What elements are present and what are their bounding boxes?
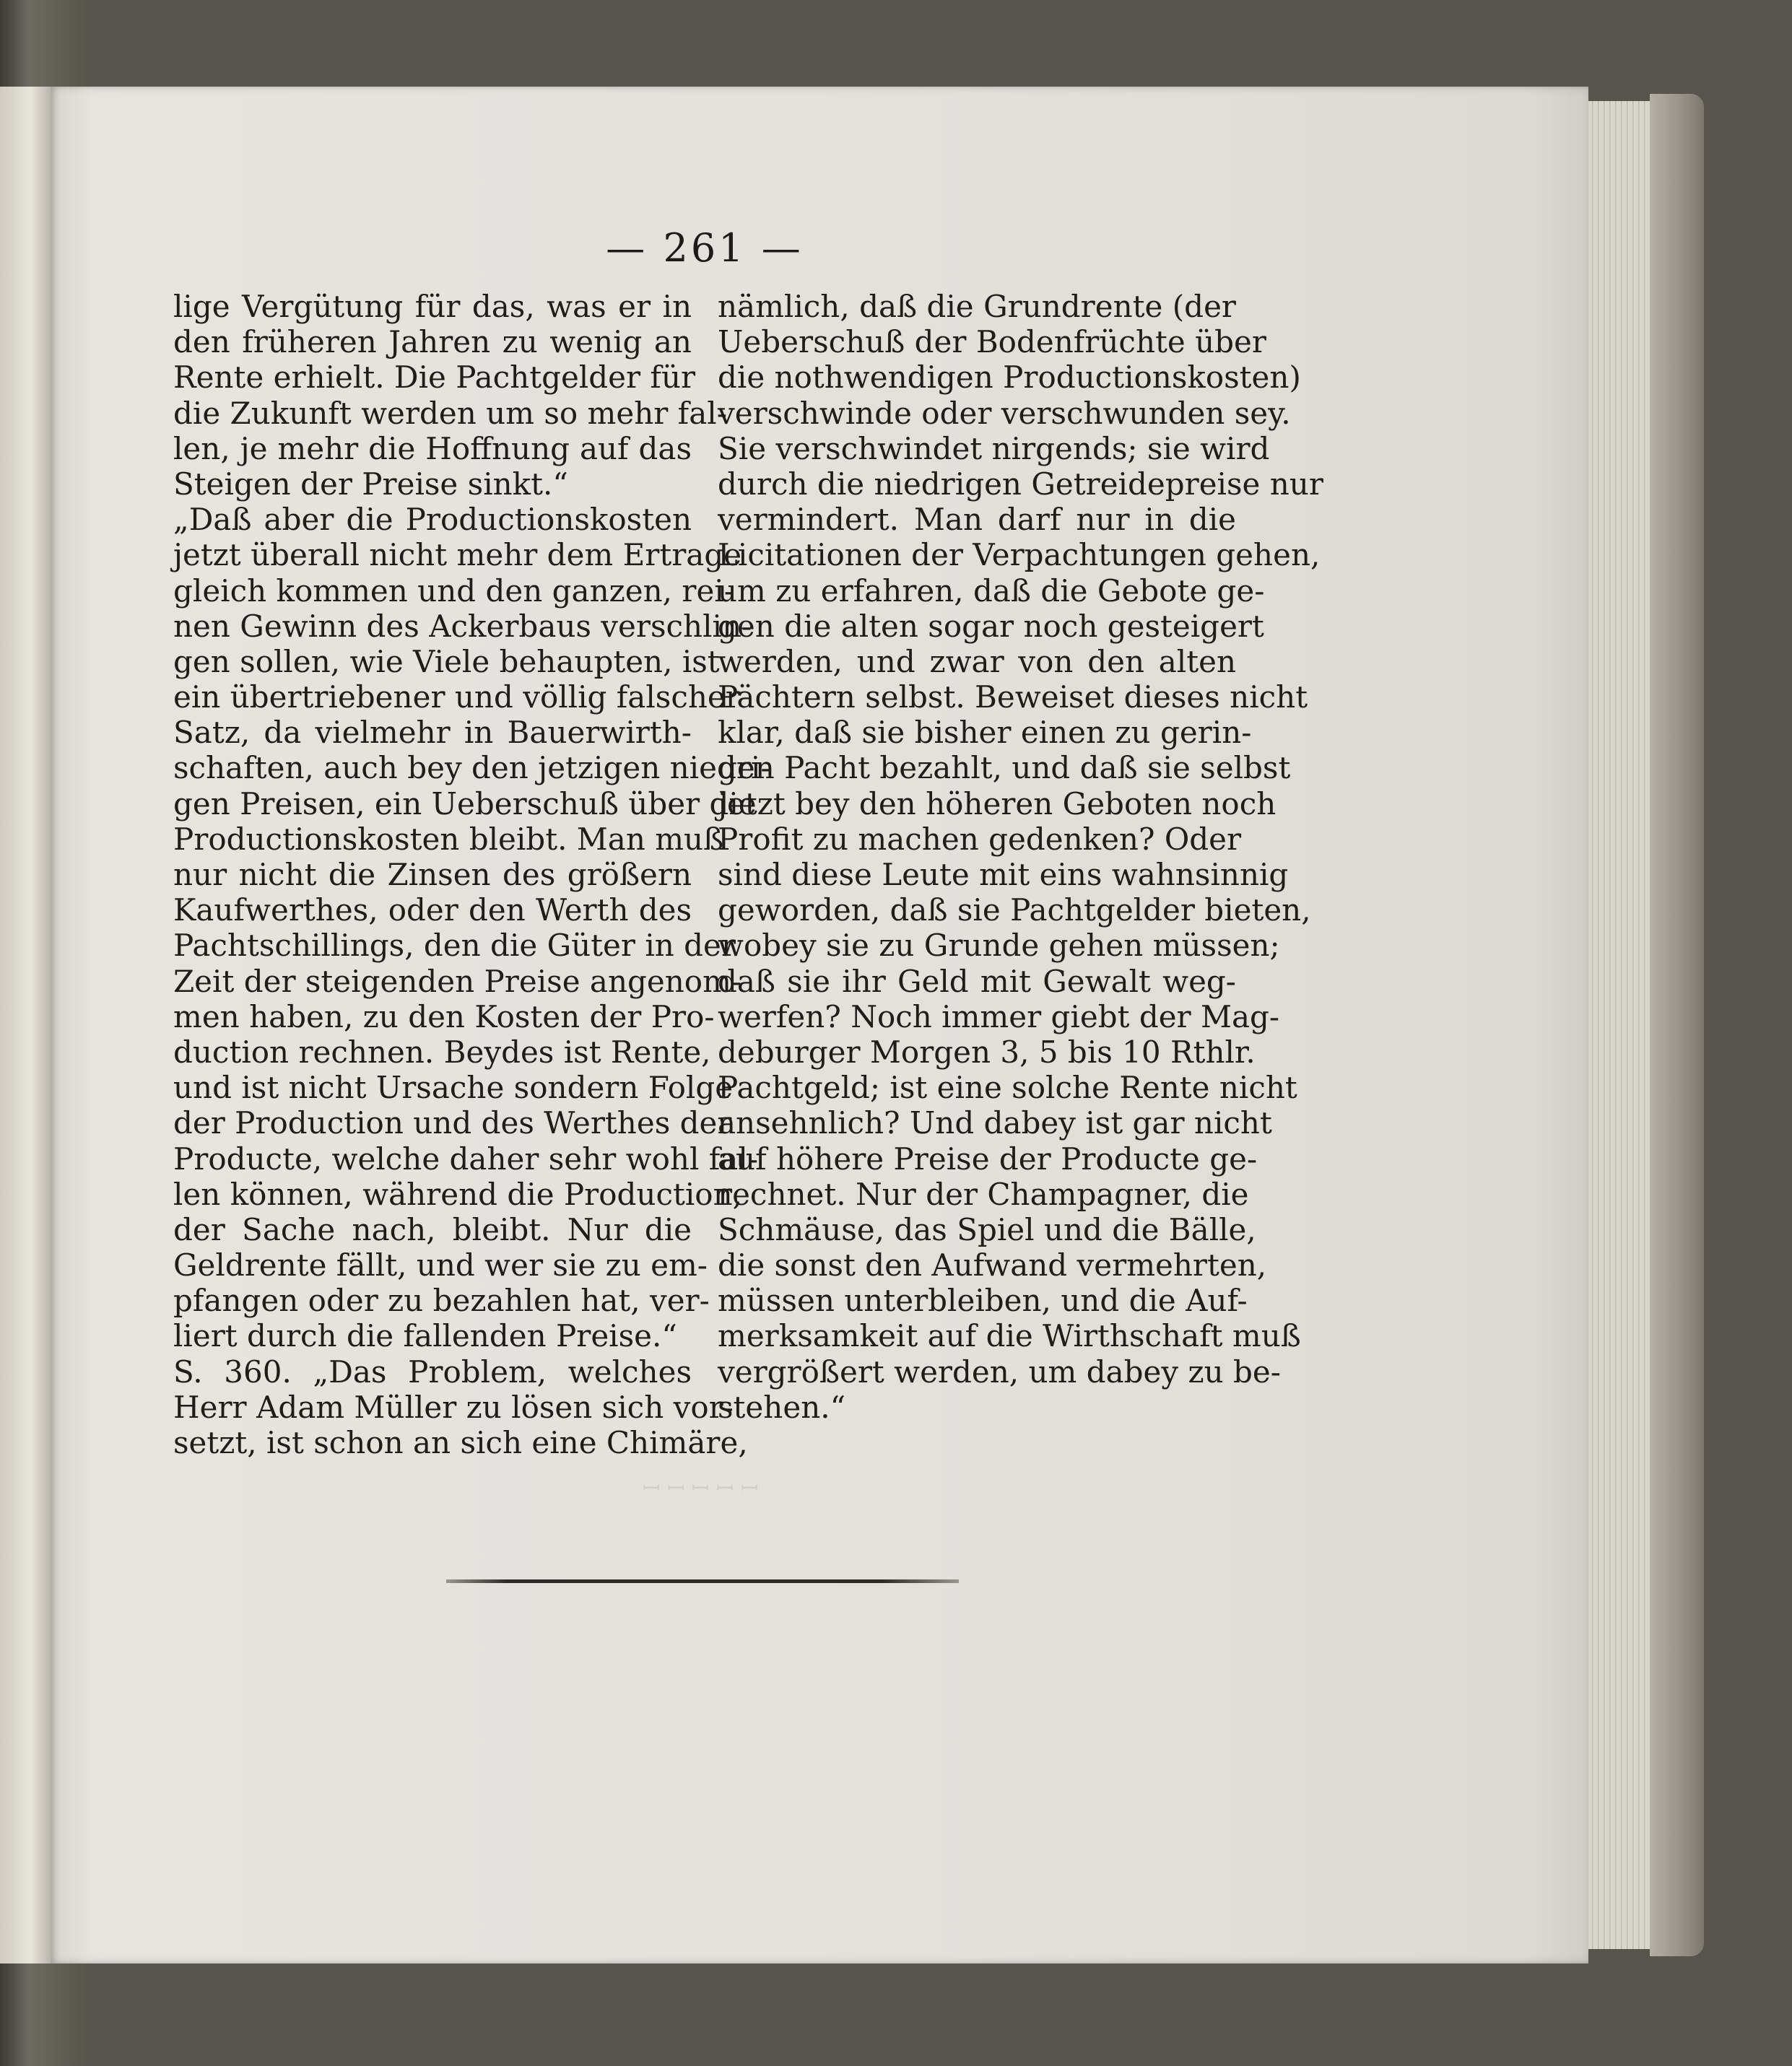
text-line: jetzt überall nicht mehr dem Ertrage <box>173 537 742 573</box>
bleed-through-text: ꟷ ꟷ ꟷ ꟷ ꟷ <box>643 1476 759 1501</box>
text-line: Schmäuse, das Spiel und die Bälle, <box>718 1211 1256 1247</box>
text-line: verschwinde oder verschwunden sey. <box>718 395 1291 431</box>
text-line: wobey sie zu Grunde gehen müssen; <box>718 928 1280 964</box>
text-line: deburger Morgen 3, 5 bis 10 Rthlr. <box>718 1034 1256 1070</box>
text-line: Herr Adam Müller zu lösen sich vor- <box>173 1389 734 1425</box>
text-line: Satz, da vielmehr in Bauerwirth- <box>173 715 692 751</box>
text-line: Sie verschwindet nirgends; sie wird <box>718 430 1270 466</box>
text-line: Kaufwerthes, oder den Werth des <box>173 892 692 928</box>
text-line: die nothwendigen Productionskosten) <box>718 359 1301 396</box>
text-line: jetzt bey den höheren Geboten noch <box>718 785 1276 821</box>
text-line: ein übertriebener und völlig falscher <box>173 679 740 715</box>
text-line: Steigen der Preise sinkt.“ <box>173 466 568 502</box>
text-line: Pächtern selbst. Beweiset dieses nicht <box>718 679 1308 715</box>
text-line: sind diese Leute mit eins wahnsinnig <box>718 857 1289 892</box>
text-line: Productionskosten bleibt. Man muß <box>173 821 724 857</box>
text-line: Ueberschuß der Bodenfrüchte über <box>718 324 1266 360</box>
text-line: gen Preisen, ein Ueberschuß über die <box>173 785 757 821</box>
text-line: Geldrente fällt, und wer sie zu em- <box>173 1247 708 1283</box>
text-line: Profit zu machen gedenken? Oder <box>718 821 1242 857</box>
text-line: vergrößert werden, um dabey zu be- <box>718 1354 1281 1390</box>
text-line: stehen.“ <box>718 1389 846 1425</box>
text-line: gen sollen, wie Viele behaupten, ist <box>173 643 720 679</box>
text-line: Pachtschillings, den die Güter in der <box>173 928 736 964</box>
text-line: daß sie ihr Geld mit Gewalt weg- <box>718 963 1236 999</box>
text-line: rechnet. Nur der Champagner, die <box>718 1176 1249 1212</box>
text-line: S. 360. „Das Problem, welches <box>173 1354 692 1390</box>
text-line: schaften, auch bey den jetzigen niedri- <box>173 750 771 786</box>
text-line: lige Vergütung für das, was er in <box>173 289 692 324</box>
text-line: gen die alten sogar noch gesteigert <box>718 608 1264 644</box>
text-line: nur nicht die Zinsen des größern <box>173 857 692 892</box>
text-line: die sonst den Aufwand vermehrten, <box>718 1247 1267 1283</box>
text-line: der Sache nach, bleibt. Nur die <box>173 1211 692 1247</box>
text-line: gleich kommen und den ganzen, rei- <box>173 572 734 609</box>
text-line: Licitationen der Verpachtungen gehen, <box>718 537 1321 573</box>
text-line: die Zukunft werden um so mehr fal- <box>173 395 727 431</box>
text-line: men haben, zu den Kosten der Pro- <box>173 998 715 1034</box>
text-line: Rente erhielt. Die Pachtgelder für <box>173 359 696 396</box>
text-line: den früheren Jahren zu wenig an <box>173 324 692 360</box>
text-line: werden, und zwar von den alten <box>718 643 1236 679</box>
text-line: und ist nicht Ursache sondern Folge <box>173 1070 734 1106</box>
text-line: nämlich, daß die Grundrente (der <box>718 289 1236 324</box>
facing-page-edge <box>0 87 51 1963</box>
left-text-column <box>173 289 771 1460</box>
text-line: Producte, welche daher sehr wohl fal- <box>173 1141 758 1177</box>
text-line: auf höhere Preise der Producte ge- <box>718 1141 1258 1177</box>
text-line: len, je mehr die Hoffnung auf das <box>173 430 692 466</box>
text-line: gen Pacht bezahlt, und daß sie selbst <box>718 750 1291 786</box>
text-line: liert durch die fallenden Preise.“ <box>173 1318 677 1354</box>
text-line: durch die niedrigen Getreidepreise nur <box>718 466 1323 502</box>
text-line: vermindert. Man darf nur in die <box>718 502 1236 538</box>
bottom-rule <box>446 1579 959 1583</box>
text-line: duction rechnen. Beydes ist Rente, <box>173 1034 711 1070</box>
text-line: Zeit der steigenden Preise angenom- <box>173 963 742 999</box>
text-line: ansehnlich? Und dabey ist gar nicht <box>718 1105 1272 1141</box>
text-line: geworden, daß sie Pachtgelder bieten, <box>718 892 1311 928</box>
text-line: müssen unterbleiben, und die Auf- <box>718 1283 1248 1319</box>
text-line: werfen? Noch immer giebt der Mag- <box>718 998 1280 1034</box>
text-line: der Production und des Werthes der <box>173 1105 732 1141</box>
text-line: Pachtgeld; ist eine solche Rente nicht <box>718 1070 1297 1106</box>
page-stack-edge <box>1650 94 1704 1956</box>
text-line: merksamkeit auf die Wirthschaft muß <box>718 1318 1301 1354</box>
text-line: len können, während die Production, <box>173 1176 742 1212</box>
text-line: um zu erfahren, daß die Gebote ge- <box>718 572 1265 609</box>
text-line: klar, daß sie bisher einen zu gerin- <box>718 715 1252 751</box>
text-line: pfangen oder zu bezahlen hat, ver- <box>173 1283 710 1319</box>
page-number: — 261 — <box>606 225 804 271</box>
text-line: „Daß aber die Productionskosten <box>173 502 692 538</box>
text-line: setzt, ist schon an sich eine Chimäre, <box>173 1425 748 1460</box>
right-text-column <box>718 289 1323 1425</box>
text-line: nen Gewinn des Ackerbaus verschlin- <box>173 608 752 644</box>
